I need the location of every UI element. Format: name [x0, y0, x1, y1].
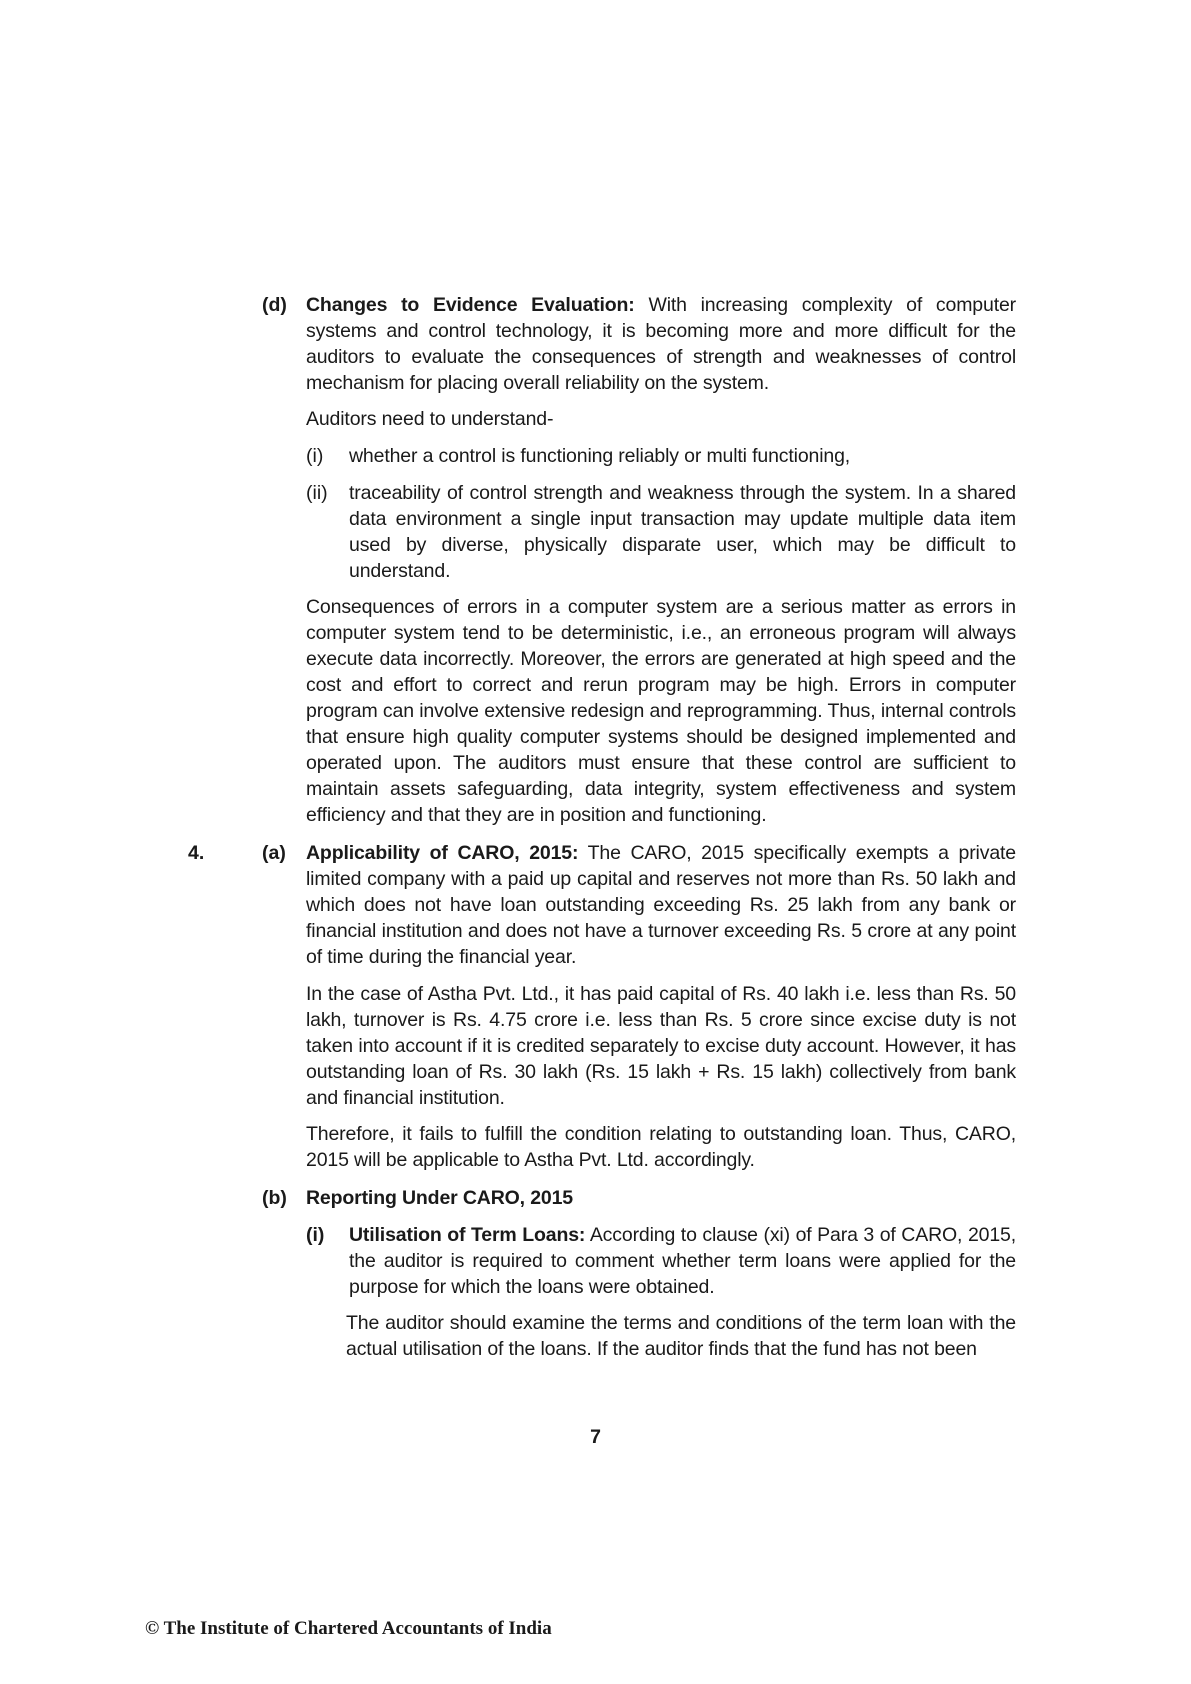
section-d-intro	[306, 292, 1016, 396]
list-item-marker: (i)	[306, 445, 324, 467]
list-item: traceability of control strength and weakness through the system. In a shared data environment a single input transaction may update multiple data item used by diverse, physically disparate user, which may be difficult to understand.	[349, 482, 1016, 582]
part-b-item-i-heading: Utilisation of Term Loans:	[349, 1224, 586, 1246]
section-d-lead: Auditors need to understand-	[306, 408, 554, 430]
part-a-heading: Applicability of CARO, 2015:	[306, 842, 579, 864]
part-a-text: The CARO, 2015 specifically exempts a private limited company with a paid up capital and reserves not more than Rs. 50 lakh and which does not have loan outstanding exceeding Rs. 25 lakh from any bank or financial institution and does not have a turnover exceeding Rs. 5 crore at any point of time during the financial year.	[306, 842, 1016, 968]
part-a-conclusion: Therefore, it fails to fulfill the condition relating to outstanding loan. Thus, CARO, 2015 will be applicable to Astha Pvt. Ltd. accordingly.	[306, 1123, 1016, 1171]
part-a-case: In the case of Astha Pvt. Ltd., it has paid capital of Rs. 40 lakh i.e. less than Rs. 50 lakh, turnover is Rs. 4.75 crore i.e. less than Rs. 5 crore since excise duty is not taken into account if it is credited separately to excise duty account. However, it has outstanding loan of Rs. 30 lakh (Rs. 15 lakh + Rs. 15 lakh) collectively from bank and financial institution.	[306, 983, 1016, 1109]
part-b-item-i-text: According to clause (xi) of Para 3 of CARO, 2015, the auditor is required to comment whether term loans were applied for the purpose for which the loans were obtained.	[349, 1224, 1016, 1298]
copyright-footer: © The Institute of Chartered Accountants of India	[145, 1618, 552, 1639]
section-d-heading: Changes to Evidence Evaluation:	[306, 294, 635, 316]
part-a-marker: (a)	[262, 842, 286, 864]
part-b-item-i-marker: (i)	[306, 1224, 325, 1246]
part-b-item-i-followup: The auditor should examine the terms and conditions of the term loan with the actual utilisation of the loans. If the auditor finds that the fund has not been	[346, 1312, 1016, 1360]
section-d-intro-text: With increasing complexity of computer systems and control technology, it is becoming more and more difficult for the auditors to evaluate the consequences of strength and weaknesses of control mechanism for placing overall reliability on the system.	[306, 294, 1017, 394]
list-item: whether a control is functioning reliably or multi functioning,	[349, 445, 851, 467]
section-d-marker: (d)	[262, 294, 287, 316]
part-a-intro	[306, 840, 1016, 970]
part-b-item-i	[349, 1222, 1016, 1300]
part-b-marker: (b)	[262, 1187, 287, 1209]
page-number: 7	[590, 1426, 601, 1448]
list-item-marker: (ii)	[306, 482, 328, 504]
section-d-consequences: Consequences of errors in a computer system are a serious matter as errors in computer system tend to be deterministic, i.e., an erroneous program will always execute data incorrectly. Moreover, the errors are generated at high speed and the cost and effort to correct and rerun program may be high. Errors in computer program can involve extensive redesign and reprogramming. Thus, internal controls that ensure high quality computer systems should be designed implemented and operated upon. The auditors must ensure that these control are sufficient to maintain assets safeguarding, data integrity, system effectiveness and system efficiency and that they are in position and functioning.	[306, 596, 1016, 826]
part-b-heading: Reporting Under CARO, 2015	[306, 1187, 573, 1209]
question-number: 4.	[188, 842, 205, 864]
